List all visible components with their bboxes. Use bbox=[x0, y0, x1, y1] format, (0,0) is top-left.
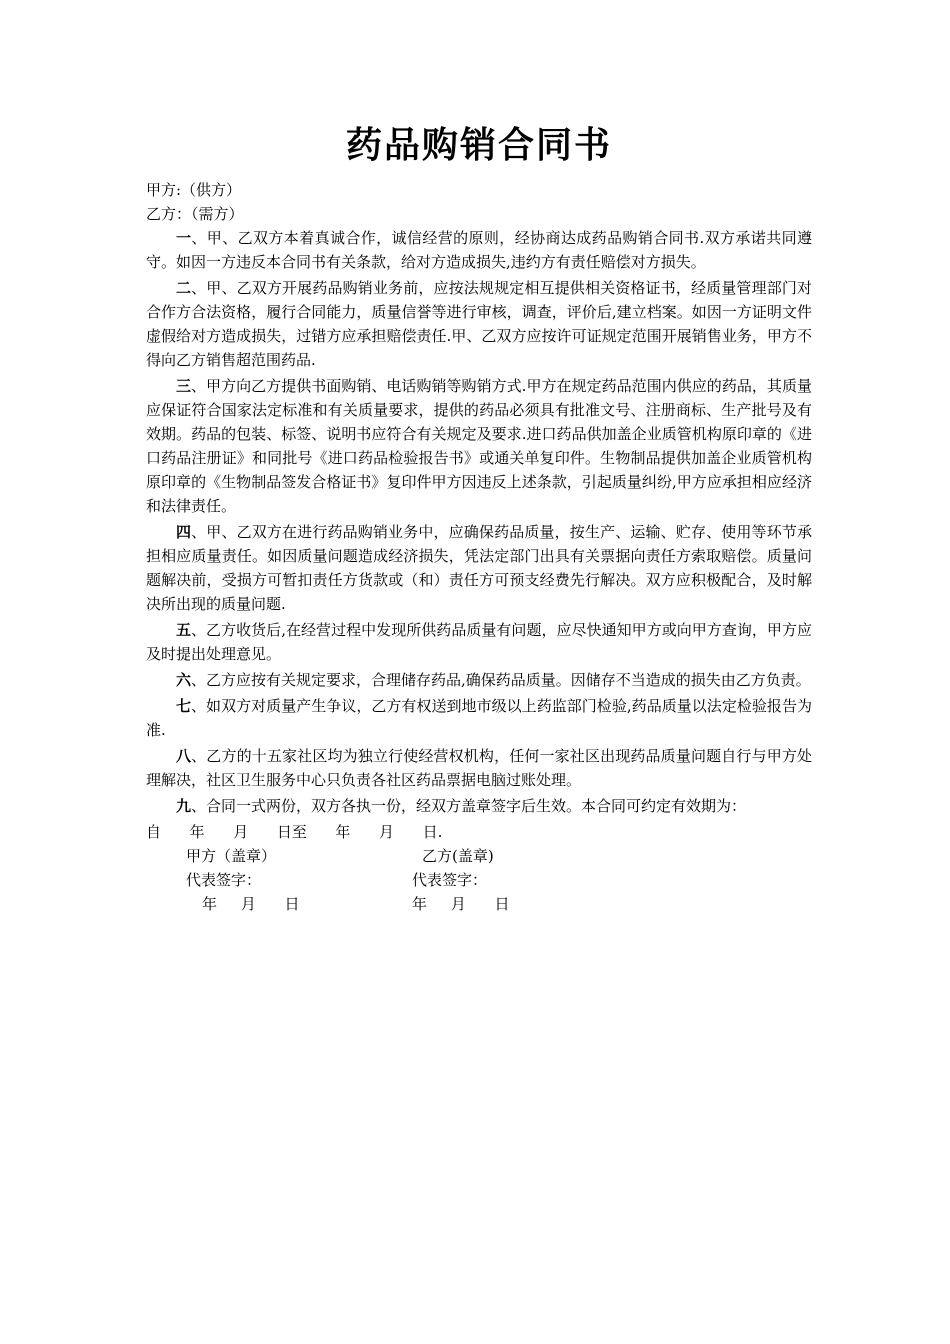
clause-text: 、甲、乙双方开展药品购销业务前，应按法规规定相互提供相关资格证书，经质量管理部门对合作方合法资格，履行合同能力，质量信誉等进行审核，调查，评价后,建立档案。如因一方证明文件虚假给对方造成损失，过错方应承担赔偿责任.甲、乙双方应按许可证规定范围开展销售业务，甲方不得向乙方销售超范围药品. bbox=[146, 279, 812, 369]
clause-text: 、甲、乙双方在进行药品购销业务中，应确保药品质量，按生产、运输、贮存、使用等环节承担相应质量责任。如因质量问题造成经济损失，凭法定部门出具有关票据向责任方索取赔偿。质量问题解决前，受损方可暂扣责任方货款或（和）责任方可预支经费先行解决。双方应积极配合，及时解决所出现的质量问题. bbox=[146, 523, 812, 613]
clause-text: 、乙方的十五家社区均为独立行使经营权机构，任何一家社区出现药品质量问题自行与甲方处理解决，社区卫生服务中心只负责各社区药品票据电脑过账处理。 bbox=[146, 747, 812, 789]
clause-number: 九 bbox=[176, 797, 192, 815]
clause-4 bbox=[146, 520, 812, 616]
party-a-line: 甲方:（供方） bbox=[146, 181, 242, 199]
clause-number: 八 bbox=[176, 747, 192, 765]
clause-text: 、合同一式两份，双方各执一份，经双方盖章签字后生效。本合同可约定有效期为： bbox=[191, 797, 747, 815]
clause-text: 、乙方收货后,在经营过程中发现所供药品质量有问题，应尽快通知甲方或向甲方查询，甲方应及时提出处理意见。 bbox=[146, 621, 812, 663]
clause-2 bbox=[146, 276, 812, 372]
party-a-representative: 代表签字： bbox=[186, 871, 262, 889]
clause-7 bbox=[146, 694, 812, 742]
clause-number: 三 bbox=[176, 377, 192, 395]
representative-row bbox=[146, 868, 812, 892]
clause-text: 、甲、乙双方本着真诚合作，诚信经营的原则，经协商达成药品购销合同书.双方承诺共同遵守。如因一方违反本合同书有关条款，给对方造成损失,违约方有责任赔偿对方损失。 bbox=[146, 229, 812, 271]
clause-3 bbox=[146, 374, 812, 518]
document-title: 药品购销合同书 bbox=[345, 125, 612, 166]
date-row bbox=[146, 892, 812, 916]
seal-row bbox=[146, 844, 812, 868]
party-a-date: 年 月 日 bbox=[202, 895, 300, 913]
clause-6 bbox=[146, 668, 812, 692]
clause-number: 七 bbox=[176, 697, 192, 715]
party-b-date: 年 月 日 bbox=[412, 895, 510, 913]
party-a-seal: 甲方（盖章） bbox=[186, 847, 277, 865]
clause-5 bbox=[146, 618, 812, 666]
clause-9 bbox=[146, 794, 812, 818]
clause-number: 五 bbox=[176, 621, 192, 639]
signature-block bbox=[146, 844, 812, 916]
validity-period-line: 自 年 月 日至 年 月 日. bbox=[146, 823, 443, 841]
clause-text: 、乙方应按有关规定要求，合理储存药品,确保药品质量。因储存不当造成的损失由乙方负责。 bbox=[191, 671, 811, 689]
clause-list bbox=[146, 226, 812, 818]
party-b-representative: 代表签字： bbox=[412, 871, 488, 889]
clause-number: 六 bbox=[176, 671, 192, 689]
clause-1 bbox=[146, 226, 812, 274]
clause-text: 、如双方对质量产生争议，乙方有权送到地市级以上药监部门检验,药品质量以法定检验报告为准. bbox=[146, 697, 812, 739]
clause-number: 一 bbox=[176, 229, 192, 247]
clause-text: 、甲方向乙方提供书面购销、电话购销等购销方式.甲方在规定药品范围内供应的药品，其质量应保证符合国家法定标准和有关质量要求，提供的药品必须具有批准文号、注册商标、生产批号及有效期。药品的包装、标签、说明书应符合有关规定及要求.进口药品供加盖企业质管机构原印章的《进口药品注册证》和同批号《进口药品检验报告书》或通关单复印件。生物制品提供加盖企业质管机构原印章的《生物制品签发合格证书》复印件甲方因违反上述条款，引起质量纠纷,甲方应承担相应经济和法律责任。 bbox=[146, 377, 812, 515]
party-b-seal: 乙方(盖章) bbox=[422, 847, 494, 865]
clause-number: 二 bbox=[176, 279, 192, 297]
party-b-line: 乙方：（需方） bbox=[146, 205, 244, 223]
clause-8 bbox=[146, 744, 812, 792]
clause-number: 四 bbox=[176, 523, 192, 541]
